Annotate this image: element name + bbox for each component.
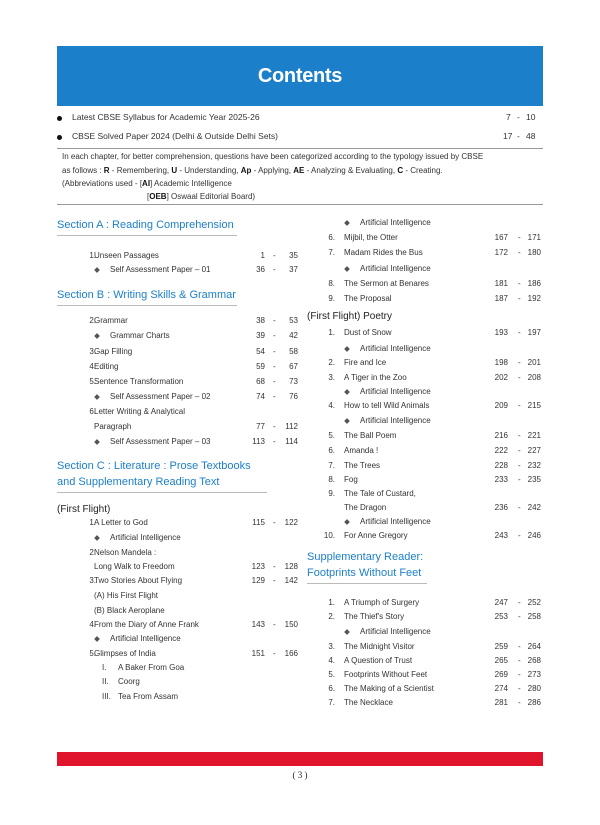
note-line: In each chapter, for better comprehension, questions have been categorized according to the typology issued by CBSE (62, 152, 484, 161)
page-dash: - (273, 576, 276, 585)
page-start: 209 (494, 401, 508, 410)
toc-entry[interactable]: The Dragon (344, 503, 387, 512)
page-start: 265 (494, 656, 508, 665)
toc-entry[interactable]: Fire and Ice (344, 358, 387, 367)
toc-entry[interactable]: How to tell Wild Animals (344, 401, 430, 410)
toc-entry[interactable]: The Thief's Story (344, 612, 405, 621)
top-entry-start: 17 (503, 131, 513, 141)
toc-entry[interactable]: Glimpses of India (94, 649, 156, 658)
page-start: 187 (494, 294, 508, 303)
page-start: 143 (251, 620, 265, 629)
page-end: 171 (527, 233, 541, 242)
page-end: 264 (527, 642, 541, 651)
diamond-bullet-icon (344, 346, 350, 352)
toc-entry[interactable]: A Question of Trust (344, 656, 413, 665)
toc-entry[interactable]: The Necklace (344, 698, 393, 707)
page-start: 74 (256, 392, 265, 401)
page-dash: - (518, 503, 521, 512)
page-start: 243 (494, 531, 508, 540)
item-number: 5. (89, 649, 96, 658)
page-dash: - (273, 316, 276, 325)
toc-entry[interactable]: Artificial Intelligence (110, 634, 181, 643)
toc-entry[interactable]: Artificial Intelligence (360, 517, 431, 526)
toc-entry[interactable]: Long Walk to Freedom (94, 562, 175, 571)
toc-entry[interactable]: Artificial Intelligence (360, 218, 431, 227)
item-number: 5. (89, 377, 96, 386)
toc-entry[interactable]: Madam Rides the Bus (344, 248, 423, 257)
page-start: 198 (494, 358, 508, 367)
note-line: (Abbreviations used - [AI] Academic Intelligence (62, 179, 232, 188)
page-dash: - (273, 518, 276, 527)
page-dash: - (518, 294, 521, 303)
toc-entry[interactable]: Artificial Intelligence (360, 627, 431, 636)
toc-entry[interactable]: Paragraph (94, 422, 132, 431)
page-end: 242 (527, 503, 541, 512)
page-end: 208 (527, 373, 541, 382)
top-entry-start: 7 (506, 112, 511, 122)
page-end: 150 (284, 620, 298, 629)
toc-entry[interactable]: Two Stories About Flying (94, 576, 183, 585)
toc-entry[interactable]: Nelson Mandela : (94, 548, 157, 557)
page-dash: - (518, 401, 521, 410)
toc-entry[interactable]: Artificial Intelligence (360, 387, 431, 396)
toc-entry[interactable]: Artificial Intelligence (110, 533, 181, 542)
page-end: 114 (285, 437, 298, 446)
item-number: 5. (328, 431, 335, 440)
page-start: 269 (494, 670, 508, 679)
toc-entry[interactable]: For Anne Gregory (344, 531, 408, 540)
top-entry-end: 10 (526, 112, 536, 122)
page-end: 128 (284, 562, 298, 571)
page-start: 123 (251, 562, 265, 571)
toc-entry[interactable]: Artificial Intelligence (360, 264, 431, 273)
page-start: 113 (252, 437, 265, 446)
page-dash: - (518, 598, 521, 607)
item-number: 2. (328, 358, 335, 367)
diamond-bullet-icon (344, 389, 350, 395)
item-number: 1. (89, 518, 96, 527)
page-start: 247 (494, 598, 508, 607)
supplementary-heading: Supplementary Reader: Footprints Without Feet (307, 549, 427, 584)
toc-entry[interactable]: The Midnight Visitor (344, 642, 415, 651)
top-entry-dash: - (517, 112, 520, 122)
page-end: 252 (527, 598, 541, 607)
page-dash: - (518, 461, 521, 470)
page-end: 280 (527, 684, 541, 693)
diamond-bullet-icon (344, 519, 350, 525)
toc-entry[interactable]: Mijbil, the Otter (344, 233, 398, 242)
page-start: 253 (494, 612, 508, 621)
item-number: 5. (328, 670, 335, 679)
page-end: 112 (285, 422, 298, 431)
divider (57, 204, 543, 205)
page-end: 73 (289, 377, 298, 386)
page-end: 197 (527, 328, 541, 337)
page-start: 216 (494, 431, 508, 440)
item-number: 4. (89, 362, 96, 371)
page-dash: - (518, 670, 521, 679)
page-start: 151 (251, 649, 265, 658)
diamond-bullet-icon (344, 266, 350, 272)
toc-entry[interactable]: Editing (94, 362, 119, 371)
page-start: 193 (494, 328, 508, 337)
page-dash: - (273, 251, 276, 260)
item-number: 3. (328, 642, 335, 651)
page-dash: - (273, 265, 276, 274)
toc-entry[interactable]: Artificial Intelligence (360, 416, 431, 425)
diamond-bullet-icon (94, 267, 100, 273)
toc-entry[interactable]: From the Diary of Anne Frank (94, 620, 199, 629)
page-dash: - (273, 422, 276, 431)
toc-entry[interactable]: (A) His First Flight (94, 591, 158, 600)
item-number: 4. (328, 401, 335, 410)
page-start: 115 (252, 518, 265, 527)
toc-entry[interactable]: The Ball Poem (344, 431, 397, 440)
page-start: 36 (256, 265, 265, 274)
toc-entry[interactable]: Grammar (94, 316, 128, 325)
page-dash: - (273, 331, 276, 340)
diamond-bullet-icon (94, 535, 100, 541)
section-b-heading: Section B : Writing Skills & Grammar (57, 287, 237, 306)
note-line: as follows : R - Remembering, U - Understanding, Ap - Applying, AE - Analyzing & Evaluating, C - Creating. (62, 166, 443, 175)
item-number: 3. (89, 576, 96, 585)
page-end: 53 (289, 316, 298, 325)
item-number: 9. (328, 489, 335, 498)
top-entry-title[interactable]: Latest CBSE Syllabus for Academic Year 2025-26 (72, 112, 260, 122)
page-dash: - (518, 446, 521, 455)
page-end: 76 (289, 392, 298, 401)
item-number: 3. (89, 347, 96, 356)
toc-entry[interactable]: Grammar Charts (110, 331, 170, 340)
page-dash: - (518, 656, 521, 665)
page-dash: - (518, 698, 521, 707)
contents-banner (57, 46, 543, 106)
page-start: 228 (494, 461, 508, 470)
toc-entry[interactable]: Footprints Without Feet (344, 670, 428, 679)
subitem-numeral: III. (102, 692, 111, 701)
toc-entry[interactable]: Amanda ! (344, 446, 379, 455)
page-dash: - (518, 358, 521, 367)
page-start: 39 (256, 331, 265, 340)
poetry-heading: (First Flight) Poetry (307, 311, 393, 322)
item-number: 9. (328, 294, 335, 303)
diamond-bullet-icon (94, 439, 100, 445)
page-dash: - (273, 620, 276, 629)
page-dash: - (518, 279, 521, 288)
page-start: 202 (494, 373, 508, 382)
toc-entry[interactable]: Gap Filling (94, 347, 133, 356)
top-entry-title[interactable]: CBSE Solved Paper 2024 (Delhi & Outside Delhi Sets) (72, 131, 278, 141)
diamond-bullet-icon (344, 220, 350, 226)
page-dash: - (273, 649, 276, 658)
subitem-numeral: II. (102, 677, 109, 686)
item-number: 8. (328, 279, 335, 288)
page-start: 274 (494, 684, 508, 693)
item-number: 1. (89, 251, 96, 260)
page-start: 172 (494, 248, 508, 257)
toc-entry[interactable]: A Tiger in the Zoo (344, 373, 407, 382)
toc-entry[interactable]: Self Assessment Paper – 01 (110, 265, 211, 274)
page-title: Contents (257, 64, 343, 87)
page-start: 38 (256, 316, 265, 325)
page-end: 58 (289, 347, 298, 356)
toc-entry[interactable]: A Triumph of Surgery (344, 598, 420, 607)
toc-entry[interactable]: The Tale of Custard, (344, 489, 416, 498)
item-number: 1. (328, 598, 335, 607)
page-end: 286 (527, 698, 541, 707)
page-start: 259 (494, 642, 508, 651)
first-flight-heading: (First Flight) (57, 504, 111, 515)
subitem-numeral: I. (102, 663, 107, 672)
diamond-bullet-icon (94, 333, 100, 339)
page-end: 215 (527, 401, 541, 410)
page-end: 166 (284, 649, 298, 658)
toc-entry[interactable]: Tea From Assam (118, 692, 179, 701)
page-end: 192 (527, 294, 541, 303)
diamond-bullet-icon (94, 394, 100, 400)
page-dash: - (273, 562, 276, 571)
page-start: 222 (494, 446, 508, 455)
bullet-icon (57, 135, 62, 140)
page-start: 54 (256, 347, 265, 356)
page-end: 37 (289, 265, 298, 274)
page-end: 180 (527, 248, 541, 257)
page-end: 268 (527, 656, 541, 665)
item-number: 1. (328, 328, 335, 337)
item-number: 3. (328, 373, 335, 382)
page-end: 67 (289, 362, 298, 371)
top-entry-dash: - (517, 131, 520, 141)
page-dash: - (273, 347, 276, 356)
section-c-heading: Section C : Literature : Prose Textbooks and Supplementary Reading Text (57, 458, 267, 493)
page-dash: - (273, 362, 276, 371)
page-end: 258 (527, 612, 541, 621)
toc-entry[interactable]: Self Assessment Paper – 02 (110, 392, 211, 401)
item-number: 4. (89, 620, 96, 629)
page-dash: - (273, 437, 276, 446)
item-number: 8. (328, 475, 335, 484)
toc-entry[interactable]: A Baker From Goa (118, 663, 185, 672)
toc-entry[interactable]: Artificial Intelligence (360, 344, 431, 353)
toc-entry[interactable]: Coorg (118, 677, 140, 686)
page-dash: - (518, 248, 521, 257)
page-start: 236 (494, 503, 508, 512)
item-number: 2. (89, 316, 96, 325)
page-start: 167 (494, 233, 508, 242)
toc-entry[interactable]: Letter Writing & Analytical (94, 407, 186, 416)
toc-entry[interactable]: Sentence Transformation (94, 377, 184, 386)
toc-entry[interactable]: A Letter to God (94, 518, 148, 527)
typology-note (62, 151, 483, 202)
diamond-bullet-icon (344, 418, 350, 424)
toc-entry[interactable]: Dust of Snow (344, 328, 392, 337)
note-line: [OEB] Oswaal Editorial Board) (147, 192, 256, 201)
item-number: 6. (89, 407, 96, 416)
page-start: 129 (251, 576, 265, 585)
item-number: 2. (89, 548, 96, 557)
item-number: 4. (328, 656, 335, 665)
page-start: 59 (256, 362, 265, 371)
page-dash: - (518, 612, 521, 621)
section-a-heading: Section A : Reading Comprehension (57, 217, 237, 236)
page-end: 186 (527, 279, 541, 288)
page-end: 42 (289, 331, 298, 340)
page-start: 281 (494, 698, 508, 707)
item-number: 2. (328, 612, 335, 621)
page-start: 181 (494, 279, 508, 288)
diamond-bullet-icon (344, 629, 350, 635)
page-dash: - (273, 392, 276, 401)
item-number: 6. (328, 446, 335, 455)
toc-entry[interactable]: The Proposal (344, 294, 392, 303)
page-number: ( 3 ) (292, 770, 308, 780)
toc-entry[interactable]: The Sermon at Benares (344, 279, 429, 288)
page-start: 1 (260, 251, 265, 260)
toc-entry[interactable]: The Trees (344, 461, 381, 470)
page-end: 246 (527, 531, 541, 540)
item-number: 7. (328, 248, 335, 257)
page-dash: - (273, 377, 276, 386)
item-number: 7. (328, 461, 335, 470)
page-end: 142 (284, 576, 298, 585)
toc-entry[interactable]: Self Assessment Paper – 03 (110, 437, 211, 446)
page-dash: - (518, 475, 521, 484)
toc-entry[interactable]: The Making of a Scientist (344, 684, 434, 693)
toc-entry[interactable]: Fog (344, 475, 358, 484)
item-number: 6. (328, 684, 335, 693)
page-start: 233 (494, 475, 508, 484)
footer-bar (57, 752, 543, 766)
page-end: 221 (527, 431, 541, 440)
page-end: 232 (527, 461, 541, 470)
diamond-bullet-icon (94, 636, 100, 642)
top-entry-end: 48 (526, 131, 536, 141)
page-end: 235 (527, 475, 541, 484)
page-dash: - (518, 684, 521, 693)
page-dash: - (518, 642, 521, 651)
page-dash: - (518, 233, 521, 242)
page-end: 122 (284, 518, 298, 527)
page-end: 227 (527, 446, 541, 455)
item-number: 6. (328, 233, 335, 242)
page-end: 273 (527, 670, 541, 679)
page-dash: - (518, 373, 521, 382)
divider (57, 148, 543, 149)
toc-entry[interactable]: (B) Black Aeroplane (94, 606, 165, 615)
page-start: 68 (256, 377, 265, 386)
page-dash: - (518, 531, 521, 540)
page-start: 77 (256, 422, 265, 431)
bullet-icon (57, 116, 62, 121)
item-number: 7. (328, 698, 335, 707)
page-dash: - (518, 431, 521, 440)
toc-entry[interactable]: Unseen Passages (94, 251, 159, 260)
item-number: 10. (323, 531, 335, 540)
page-end: 201 (527, 358, 541, 367)
page-dash: - (518, 328, 521, 337)
page-end: 35 (289, 251, 298, 260)
